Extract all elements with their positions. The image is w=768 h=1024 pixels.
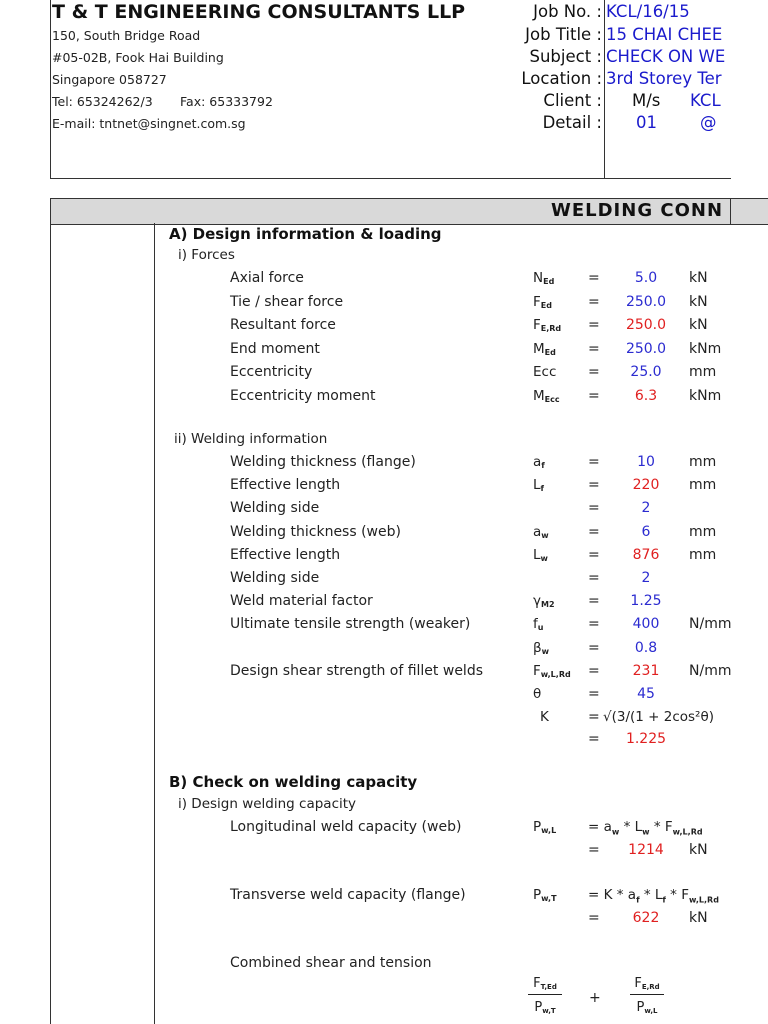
weld-row-equals-4: = [588,546,600,563]
weld-row-label-9: Design shear strength of fillet welds [230,662,483,679]
job-no-label: Job No. : [533,2,602,21]
force-row-symbol-4: Ecc [533,364,557,381]
weld-row-value-4: 876 [632,546,660,563]
force-row-value-5: 6.3 [634,388,658,404]
weld-row-symbol-7: $f_u$ [533,616,544,633]
weld-row-label-5: Welding side [230,570,320,586]
weld-row-label-6: Weld material factor [230,593,373,610]
weld-row-symbol-6: $\gamma_{M2}$ [533,593,555,610]
trans-weld-symbol: $P_{w,T}$ [533,887,557,903]
client-prefix: M/s [632,91,661,110]
header-divider [604,0,605,178]
job-title-label: Job Title : [525,25,602,44]
weld-row-label-2: Welding side [230,500,320,517]
weld-row-value-9: 231 [632,662,660,679]
trans-weld-value: 622 [632,910,660,926]
force-row-equals-0: = [588,270,600,286]
weld-row-symbol-4: $L_w$ [533,546,548,563]
banner-divider [730,198,731,224]
force-row-unit-0: kN [689,270,708,286]
long-weld-label: Longitudinal weld capacity (web) [230,819,462,835]
weld-row-unit-1: mm [689,477,717,494]
long-weld-formula: = $a_w * L_w * F_{w,L,Rd}$ [588,819,703,837]
force-row-label-3: End moment [230,340,320,357]
weld-row-equals-9: = [588,662,600,679]
force-row-unit-5: kNm [689,388,722,404]
location-value: 3rd Storey Ter [606,69,722,88]
force-row-value-4: 25.0 [630,364,662,381]
weld-row-value-2: 2 [641,500,651,517]
address-line-2: #05-02B, Fook Hai Building [52,50,224,65]
force-row-symbol-2: $F_{E,Rd}$ [533,317,562,334]
weld-row-value-10: 45 [637,686,655,702]
weld-info-title: ii) Welding information [174,431,328,447]
frac2-denominator: $P_{w,L}$ [636,1000,658,1015]
long-weld-symbol: $P_{w,L}$ [533,819,557,835]
k-formula: √(3/(1 + 2cos²θ) [603,709,714,725]
force-row-equals-4: = [588,364,600,381]
k-equals-2: = [588,731,600,747]
weld-row-equals-5: = [588,570,600,586]
weld-row-symbol-10: θ [533,686,542,702]
job-no-value: KCL/16/15 [606,2,690,21]
force-row-symbol-0: $N_{Ed}$ [533,270,555,286]
weld-row-label-4: Effective length [230,546,341,563]
weld-row-unit-3: mm [689,523,717,540]
trans-weld-unit: kN [689,910,708,926]
weld-row-label-0: Welding thickness (flange) [230,454,416,470]
fax: Fax: 65333792 [180,94,273,109]
force-row-label-4: Eccentricity [230,364,313,381]
weld-row-value-8: 0.8 [634,639,658,656]
weld-row-symbol-3: $a_w$ [533,523,549,540]
plus-sign: + [589,990,601,1006]
force-row-equals-5: = [588,388,600,404]
weld-row-value-6: 1.25 [630,593,662,610]
weld-row-unit-0: mm [689,454,717,470]
k-equals: = [588,709,600,725]
weld-row-value-7: 400 [632,616,660,633]
tel: Tel: 65324262/3 [52,94,153,109]
force-row-value-0: 5.0 [634,270,658,286]
address-line-3: Singapore 058727 [52,72,167,87]
body-left-border [50,223,51,1024]
weld-row-unit-7: N/mm [689,616,732,633]
frac1-line [528,994,562,995]
location-label: Location : [521,69,602,88]
long-weld-unit: kN [689,842,708,858]
weld-row-equals-1: = [588,477,600,494]
force-row-symbol-5: $M_{Ecc}$ [533,388,560,404]
trans-weld-label: Transverse weld capacity (flange) [230,887,466,903]
force-row-unit-2: kN [689,317,708,334]
detail-label: Detail : [542,113,602,132]
frac1-denominator: $P_{w,T}$ [534,1000,556,1015]
company-name: T & T ENGINEERING CONSULTANTS LLP [52,1,466,23]
force-row-symbol-1: $F_{Ed}$ [533,293,552,310]
subject-label: Subject : [529,47,602,66]
weld-row-unit-4: mm [689,546,717,563]
force-row-equals-2: = [588,317,600,334]
forces-title: i) Forces [178,247,235,263]
weld-row-value-0: 10 [637,454,655,470]
force-row-value-3: 250.0 [625,340,667,357]
weld-row-label-1: Effective length [230,477,341,494]
force-row-equals-3: = [588,340,600,357]
weld-row-label-3: Welding thickness (web) [230,523,401,540]
long-weld-equals: = [588,842,600,858]
capacity-title: i) Design welding capacity [178,796,357,812]
section-a-title: A) Design information & loading [169,225,442,243]
client-value: KCL [690,91,721,110]
force-row-equals-1: = [588,293,600,310]
k-value: 1.225 [625,731,667,747]
weld-row-symbol-9: $F_{w,L,Rd}$ [533,662,571,679]
force-row-unit-3: kNm [689,340,722,357]
weld-row-equals-10: = [588,686,600,702]
force-row-label-5: Eccentricity moment [230,388,376,404]
address-line-1: 150, South Bridge Road [52,28,201,43]
weld-row-equals-2: = [588,500,600,517]
weld-row-symbol-1: $L_f$ [533,477,545,494]
k-symbol: K [540,709,549,725]
force-row-unit-4: mm [689,364,717,381]
force-row-unit-1: kN [689,293,708,310]
weld-row-symbol-8: $\beta_w$ [533,639,550,656]
detail-value: 01 [636,113,657,132]
weld-row-value-5: 2 [641,570,651,586]
force-row-value-1: 250.0 [625,293,667,310]
combined-label: Combined shear and tension [230,955,432,971]
trans-weld-equals: = [588,910,600,926]
force-row-symbol-3: $M_{Ed}$ [533,340,556,357]
email: E-mail: tntnet@singnet.com.sg [52,116,246,131]
frac2-line [630,994,664,995]
weld-row-label-7: Ultimate tensile strength (weaker) [230,616,471,633]
weld-row-unit-9: N/mm [689,662,732,679]
weld-row-equals-6: = [588,593,600,610]
weld-row-equals-8: = [588,639,600,656]
section-b-title: B) Check on welding capacity [169,773,418,791]
long-weld-value: 1214 [628,842,664,858]
detail-at: @ [700,113,717,132]
weld-row-equals-3: = [588,523,600,540]
weld-row-symbol-0: $a_f$ [533,454,545,470]
trans-weld-formula: = K * $a_f * L_f * F_{w,L,Rd}$ [588,887,719,905]
subject-value: CHECK ON WE [606,47,726,66]
force-row-label-2: Resultant force [230,317,336,334]
weld-row-equals-7: = [588,616,600,633]
weld-row-value-1: 220 [632,477,660,494]
client-label: Client : [543,91,602,110]
section-banner [50,198,768,225]
weld-row-value-3: 6 [641,523,651,540]
weld-row-equals-0: = [588,454,600,470]
force-row-value-2: 250.0 [625,317,667,334]
banner-title: WELDING CONN [551,200,724,221]
force-row-label-0: Axial force [230,270,304,286]
force-row-label-1: Tie / shear force [230,293,344,310]
frac2-numerator: $F_{E,Rd}$ [634,976,660,991]
job-title-value: 15 CHAI CHEE [606,25,723,44]
body-column-divider [154,223,155,1024]
frac1-numerator: $F_{T,Ed}$ [533,976,557,991]
